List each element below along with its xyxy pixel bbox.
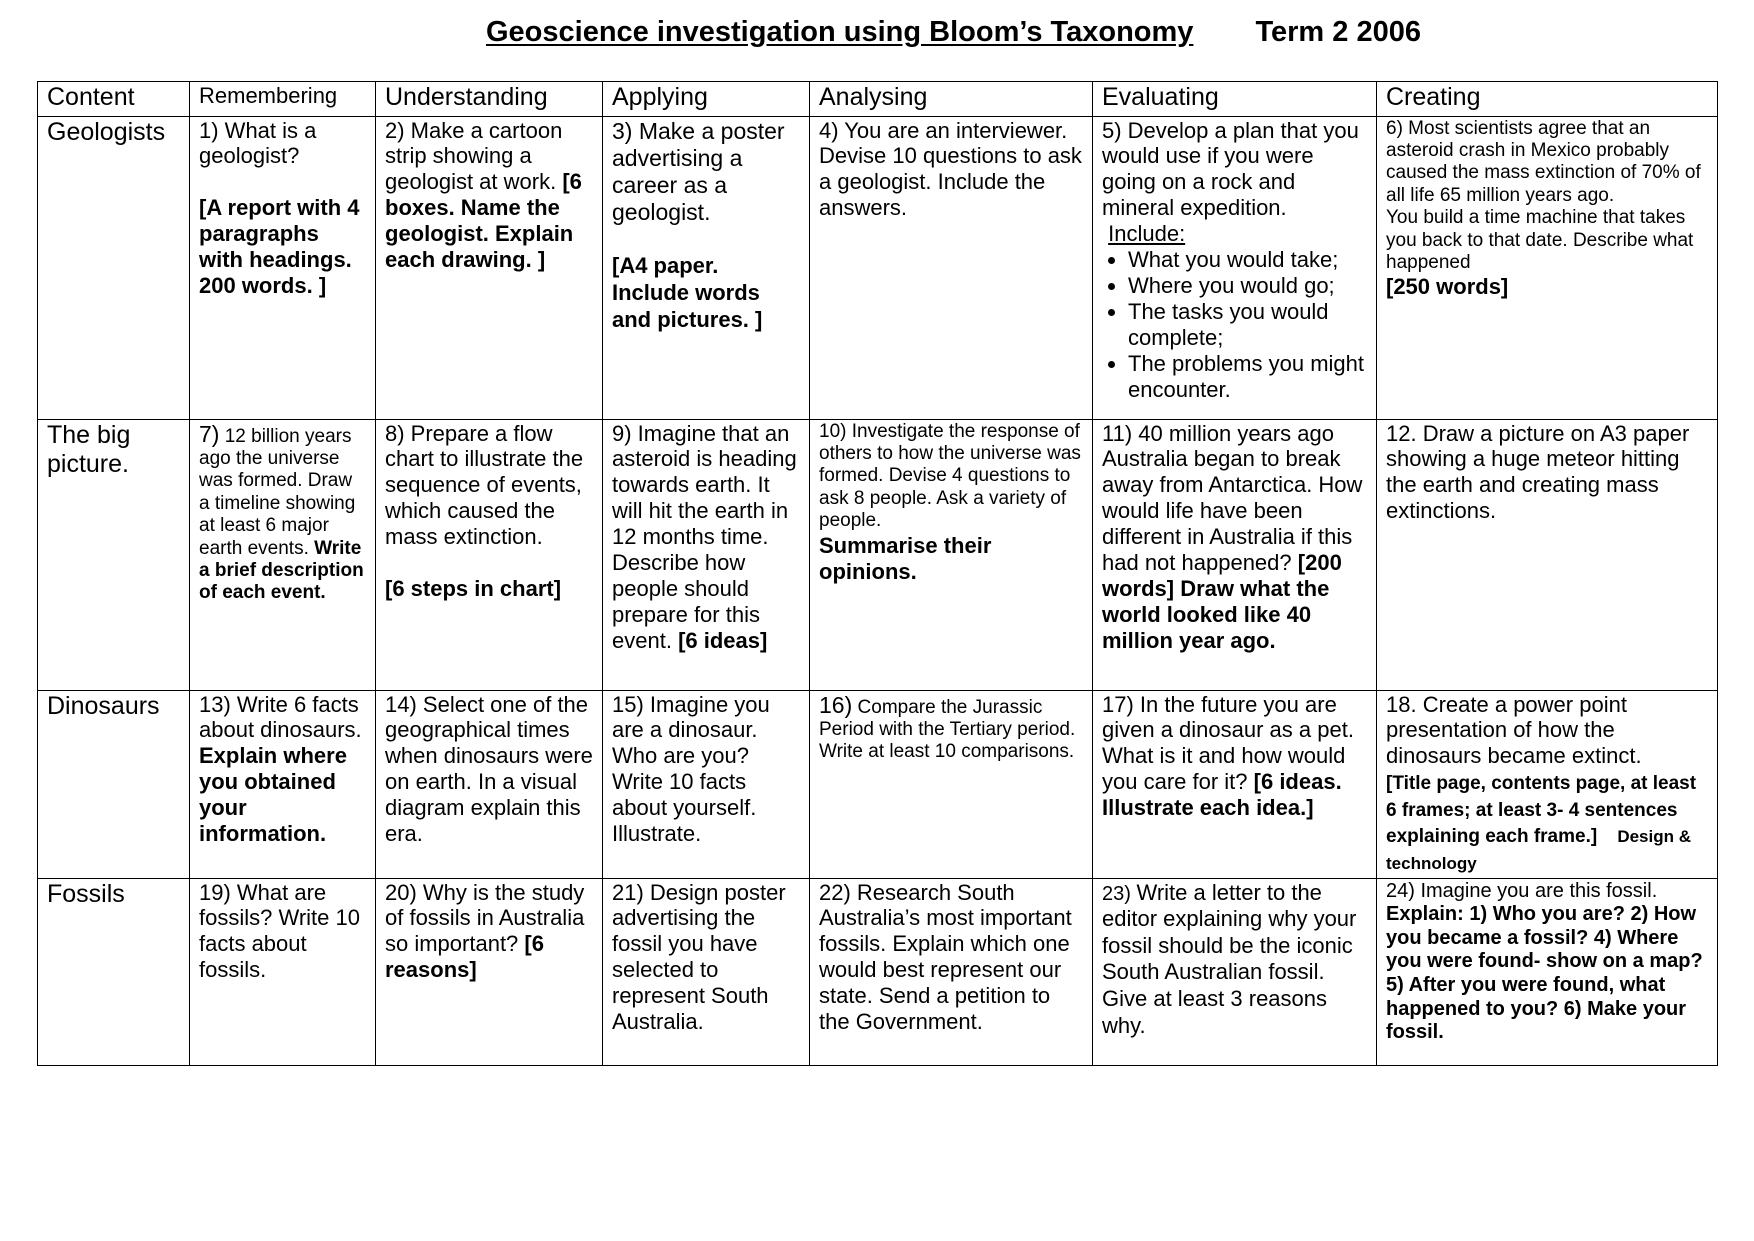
task-text: 21) Design poster advertising the fossil you have selected to represent South Australia. — [612, 879, 786, 1035]
subject-note: Design & technology — [1386, 827, 1691, 873]
task-10 — [810, 419, 1093, 690]
column-header-evaluating: Evaluating — [1093, 82, 1377, 117]
task-number: 24) — [1386, 879, 1415, 902]
task-text: 18. Create a power point presentation of how the dinosaurs became extinct. — [1386, 691, 1642, 769]
task-requirement: [6 reasons] — [385, 931, 544, 983]
task-16 — [810, 690, 1093, 878]
task-number: 16) — [819, 691, 853, 718]
task-4 — [810, 116, 1093, 419]
document-title: Geoscience investigation using Bloom’s Taxonomy — [486, 16, 1194, 48]
task-text: 1) What is a geologist? — [199, 117, 317, 169]
task-1 — [190, 116, 376, 419]
task-20 — [376, 878, 603, 1065]
task-15 — [603, 690, 810, 878]
task-text: 17) In the future you are given a dinosaur as a pet. What is it and how would you care for it? — [1102, 691, 1354, 795]
task-12 — [1377, 419, 1718, 690]
table-row-big-picture — [38, 419, 1718, 690]
list-item: • The tasks you would complete; — [1128, 299, 1367, 351]
task-text: 15) Imagine you are a dinosaur. Who are you? Write 10 facts about yourself. Illustrate. — [612, 691, 770, 847]
task-7 — [190, 419, 376, 690]
page-title — [486, 16, 1421, 49]
task-include-heading: Include: — [1108, 221, 1186, 247]
list-item: • What you would take; — [1128, 247, 1367, 273]
task-11 — [1093, 419, 1377, 690]
task-18 — [1377, 690, 1718, 878]
table-row-fossils — [38, 878, 1718, 1065]
column-header-creating: Creating — [1377, 82, 1718, 117]
list-item: • Where you would go; — [1128, 273, 1367, 299]
task-requirement: [A4 paper. Include words and pictures. ] — [612, 253, 763, 333]
task-text: 12 billion years ago the universe was formed. Draw a timeline showing at least 6 major earth events. — [199, 425, 356, 559]
task-3 — [603, 116, 810, 419]
term-label: Term 2 2006 — [1255, 16, 1421, 48]
task-9 — [603, 419, 810, 690]
task-text-2: You build a time machine that takes you back to that date. Describe what happened — [1386, 207, 1694, 273]
task-text: 9) Imagine that an asteroid is heading towards earth. It will hit the earth in 12 months time. Describe how people should prepare for this event. — [612, 420, 797, 654]
row-label-dinosaurs: Dinosaurs — [38, 690, 190, 878]
row-label-geologists: Geologists — [38, 116, 190, 419]
task-requirement: [200 words] Draw what the world looked like 40 million year ago. — [1102, 550, 1342, 654]
task-19 — [190, 878, 376, 1065]
task-requirement: Explain where you obtained your information. — [199, 743, 347, 847]
task-requirement: [A report with 4 paragraphs with headings. 200 words. ] — [199, 195, 360, 299]
task-text: 3) Make a poster advertising a career as a geologist. — [612, 117, 785, 225]
task-number: 7) — [199, 420, 220, 447]
task-6 — [1377, 116, 1718, 419]
list-item: • The problems you might encounter. — [1128, 351, 1367, 403]
task-14 — [376, 690, 603, 878]
task-23 — [1093, 878, 1377, 1065]
table-row-geologists — [38, 116, 1718, 419]
row-label-fossils: Fossils — [38, 878, 190, 1065]
task-2 — [376, 116, 603, 419]
task-text: 10) Investigate the response of others to how the universe was formed. Devise 4 questions to ask 8 people. Ask a variety of people. — [819, 420, 1081, 532]
task-text: Write a letter to the editor explaining why your fossil should be the iconic South Australian fossil. Give at least 3 reasons why. — [1102, 879, 1357, 1038]
row-label-big-picture: The big picture. — [38, 419, 190, 690]
task-text: 12. Draw a picture on A3 paper showing a huge meteor hitting the earth and creating mass extinctions. — [1386, 420, 1690, 524]
task-text: 19) What are fossils? Write 10 facts about fossils. — [199, 879, 360, 983]
task-text: 8) Prepare a flow chart to illustrate the sequence of events, which caused the mass extinction. — [385, 420, 584, 550]
task-text: Imagine you are this fossil. — [1420, 879, 1658, 902]
column-header-remembering: Remembering — [190, 82, 376, 117]
task-requirement: [Title page, contents page, at least 6 frames; at least 3- 4 sentences explaining each frame.] — [1386, 773, 1697, 848]
task-requirement: Write a brief description of each event. — [199, 537, 364, 604]
column-header-content: Content — [38, 82, 190, 117]
task-24 — [1377, 878, 1718, 1065]
task-8 — [376, 419, 603, 690]
taxonomy-table — [37, 81, 1718, 1066]
task-requirement: [6 ideas. Illustrate each idea.] — [1102, 769, 1342, 821]
task-points-list — [1102, 247, 1367, 403]
column-header-understanding: Understanding — [376, 82, 603, 117]
task-number: 23) — [1102, 882, 1131, 905]
column-header-applying: Applying — [603, 82, 810, 117]
task-text: 2) Make a cartoon strip showing a geologist at work. — [385, 117, 563, 195]
task-text: 13) Write 6 facts about dinosaurs. — [199, 691, 362, 743]
task-text: Compare the Jurassic Period with the Tertiary period. Write at least 10 comparisons. — [819, 696, 1076, 763]
header-row — [38, 82, 1718, 117]
task-requirement: Explain: 1) Who you are? 2) How you became a fossil? 4) Where you were found- show on a map? 5) After you were found, what happened to you? 6) Make your fossil. — [1386, 903, 1703, 1044]
task-text: 22) Research South Australia’s most important fossils. Explain which one would best represent our state. Send a petition to the Government. — [819, 879, 1072, 1035]
task-requirement: [6 steps in chart] — [385, 576, 562, 602]
task-requirement: [6 boxes. Name the geologist. Explain each drawing. ] — [385, 169, 582, 273]
task-text: 11) 40 million years ago Australia began to break away from Antarctica. How would life have been different in Australia if this had not happened? — [1102, 420, 1363, 576]
task-13 — [190, 690, 376, 878]
task-5 — [1093, 116, 1377, 419]
task-requirement: [6 ideas] — [678, 628, 768, 654]
task-text: 5) Develop a plan that you would use if you were going on a rock and mineral expedition. — [1102, 117, 1359, 221]
column-header-analysing: Analysing — [810, 82, 1093, 117]
task-requirement: Summarise their opinions. — [819, 532, 992, 584]
task-text: 14) Select one of the geographical times when dinosaurs were on earth. In a visual diagram explain this era. — [385, 691, 593, 847]
task-17 — [1093, 690, 1377, 878]
task-21 — [603, 878, 810, 1065]
task-22 — [810, 878, 1093, 1065]
task-text: 20) Why is the study of fossils in Australia so important? — [385, 879, 585, 957]
table-row-dinosaurs — [38, 690, 1718, 878]
task-text: 4) You are an interviewer. Devise 10 questions to ask a geologist. Include the answers. — [819, 117, 1082, 221]
task-text: 6) Most scientists agree that an asteroid crash in Mexico probably caused the mass extinction of 70% of all life 65 million years ago. — [1386, 117, 1701, 206]
task-requirement: [250 words] — [1386, 274, 1509, 300]
